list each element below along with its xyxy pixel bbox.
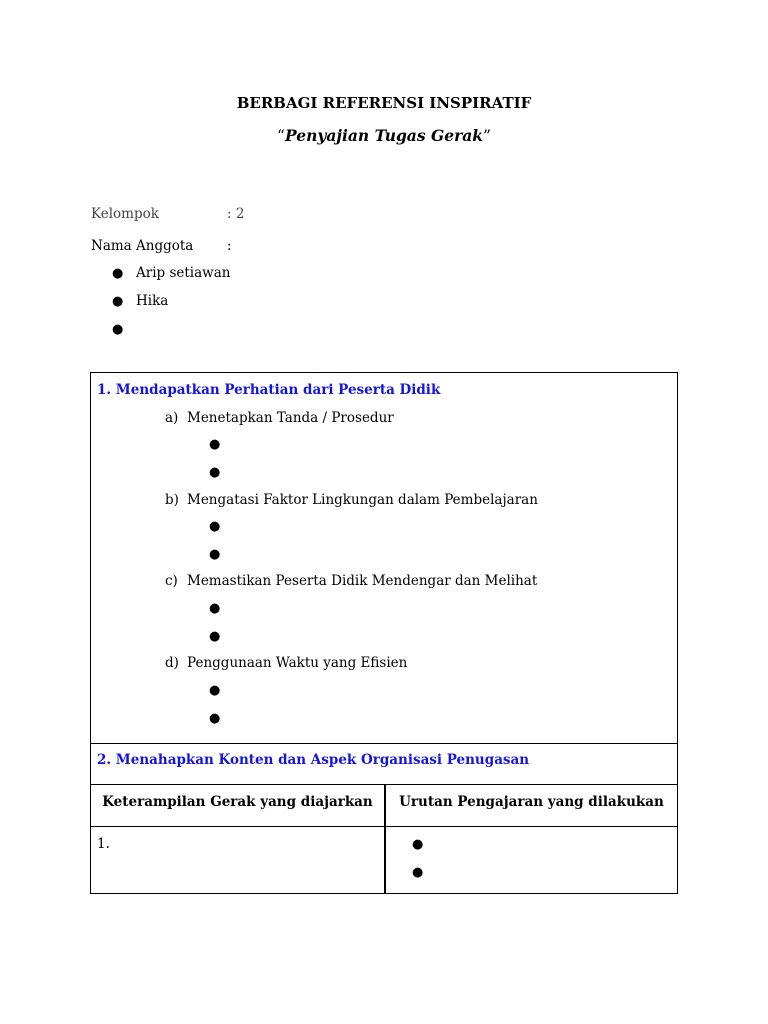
member-item [112, 264, 230, 292]
bullet-icon: ● [412, 865, 424, 880]
document-subtitle [0, 126, 768, 145]
subitem-d [165, 655, 407, 671]
subitem-a-bullets [209, 436, 220, 492]
column-header-keterampilan: Keterampilan Gerak yang diajarkan [102, 794, 373, 810]
subitem-letter: a) [165, 410, 179, 426]
column-divider [384, 784, 386, 893]
bullet-icon: ● [209, 519, 221, 534]
subitem-letter: c) [165, 573, 178, 589]
nama-anggota-value: : [227, 238, 232, 254]
bullet-icon: ● [209, 547, 221, 562]
subitem-letter: b) [165, 492, 179, 508]
nama-anggota-label: Nama Anggota [91, 238, 194, 254]
subitem-label: Penggunaan Waktu yang Efisien [187, 655, 408, 671]
section1-title: 1. Mendapatkan Perhatian dari Peserta Didik [97, 382, 441, 398]
subitem-label: Menetapkan Tanda / Prosedur [187, 410, 394, 426]
section2-title: 2. Menahapkan Konten dan Aspek Organisasi Penugasan [97, 752, 530, 768]
kelompok-value: : 2 [227, 206, 245, 222]
bullet-icon: ● [112, 266, 124, 281]
member-list [112, 264, 230, 348]
form-table [90, 372, 678, 894]
bullet-icon: ● [112, 294, 124, 309]
kelompok-label: Kelompok [91, 206, 159, 222]
subitem-label: Mengatasi Faktor Lingkungan dalam Pembelajaran [187, 492, 538, 508]
subitem-c [165, 573, 537, 589]
subitem-d-bullets [209, 682, 220, 738]
bullet-icon: ● [209, 683, 221, 698]
bullet-icon: ● [112, 322, 124, 337]
bullet-icon: ● [209, 711, 221, 726]
subitem-a [165, 410, 394, 426]
subtitle-text: Penyajian Tugas Gerak [284, 126, 484, 145]
subitem-label: Memastikan Peserta Didik Mendengar dan Melihat [187, 573, 538, 589]
subitem-letter: d) [165, 655, 179, 671]
member-name: Hika [136, 293, 169, 309]
document-title: BERBAGI REFERENSI INSPIRATIF [236, 94, 532, 112]
bullet-icon: ● [209, 629, 221, 644]
member-item [112, 320, 230, 348]
subitem-c-bullets [209, 600, 220, 656]
bullet-icon: ● [209, 465, 221, 480]
row-bullets [412, 836, 423, 892]
kelompok-row [91, 206, 244, 222]
bullet-icon: ● [209, 601, 221, 616]
subitem-b-bullets [209, 518, 220, 574]
member-item [112, 292, 230, 320]
member-name: Arip setiawan [136, 265, 231, 281]
bullet-icon: ● [412, 837, 424, 852]
row-number: 1. [97, 836, 110, 852]
subitem-b [165, 492, 538, 508]
subtitle-close-quote: ” [483, 127, 491, 145]
subtitle-open-quote: “ [277, 127, 285, 145]
divider [91, 743, 677, 744]
column-header-urutan: Urutan Pengajaran yang dilakukan [399, 794, 664, 810]
bullet-icon: ● [209, 437, 221, 452]
nama-anggota-row [91, 238, 232, 254]
